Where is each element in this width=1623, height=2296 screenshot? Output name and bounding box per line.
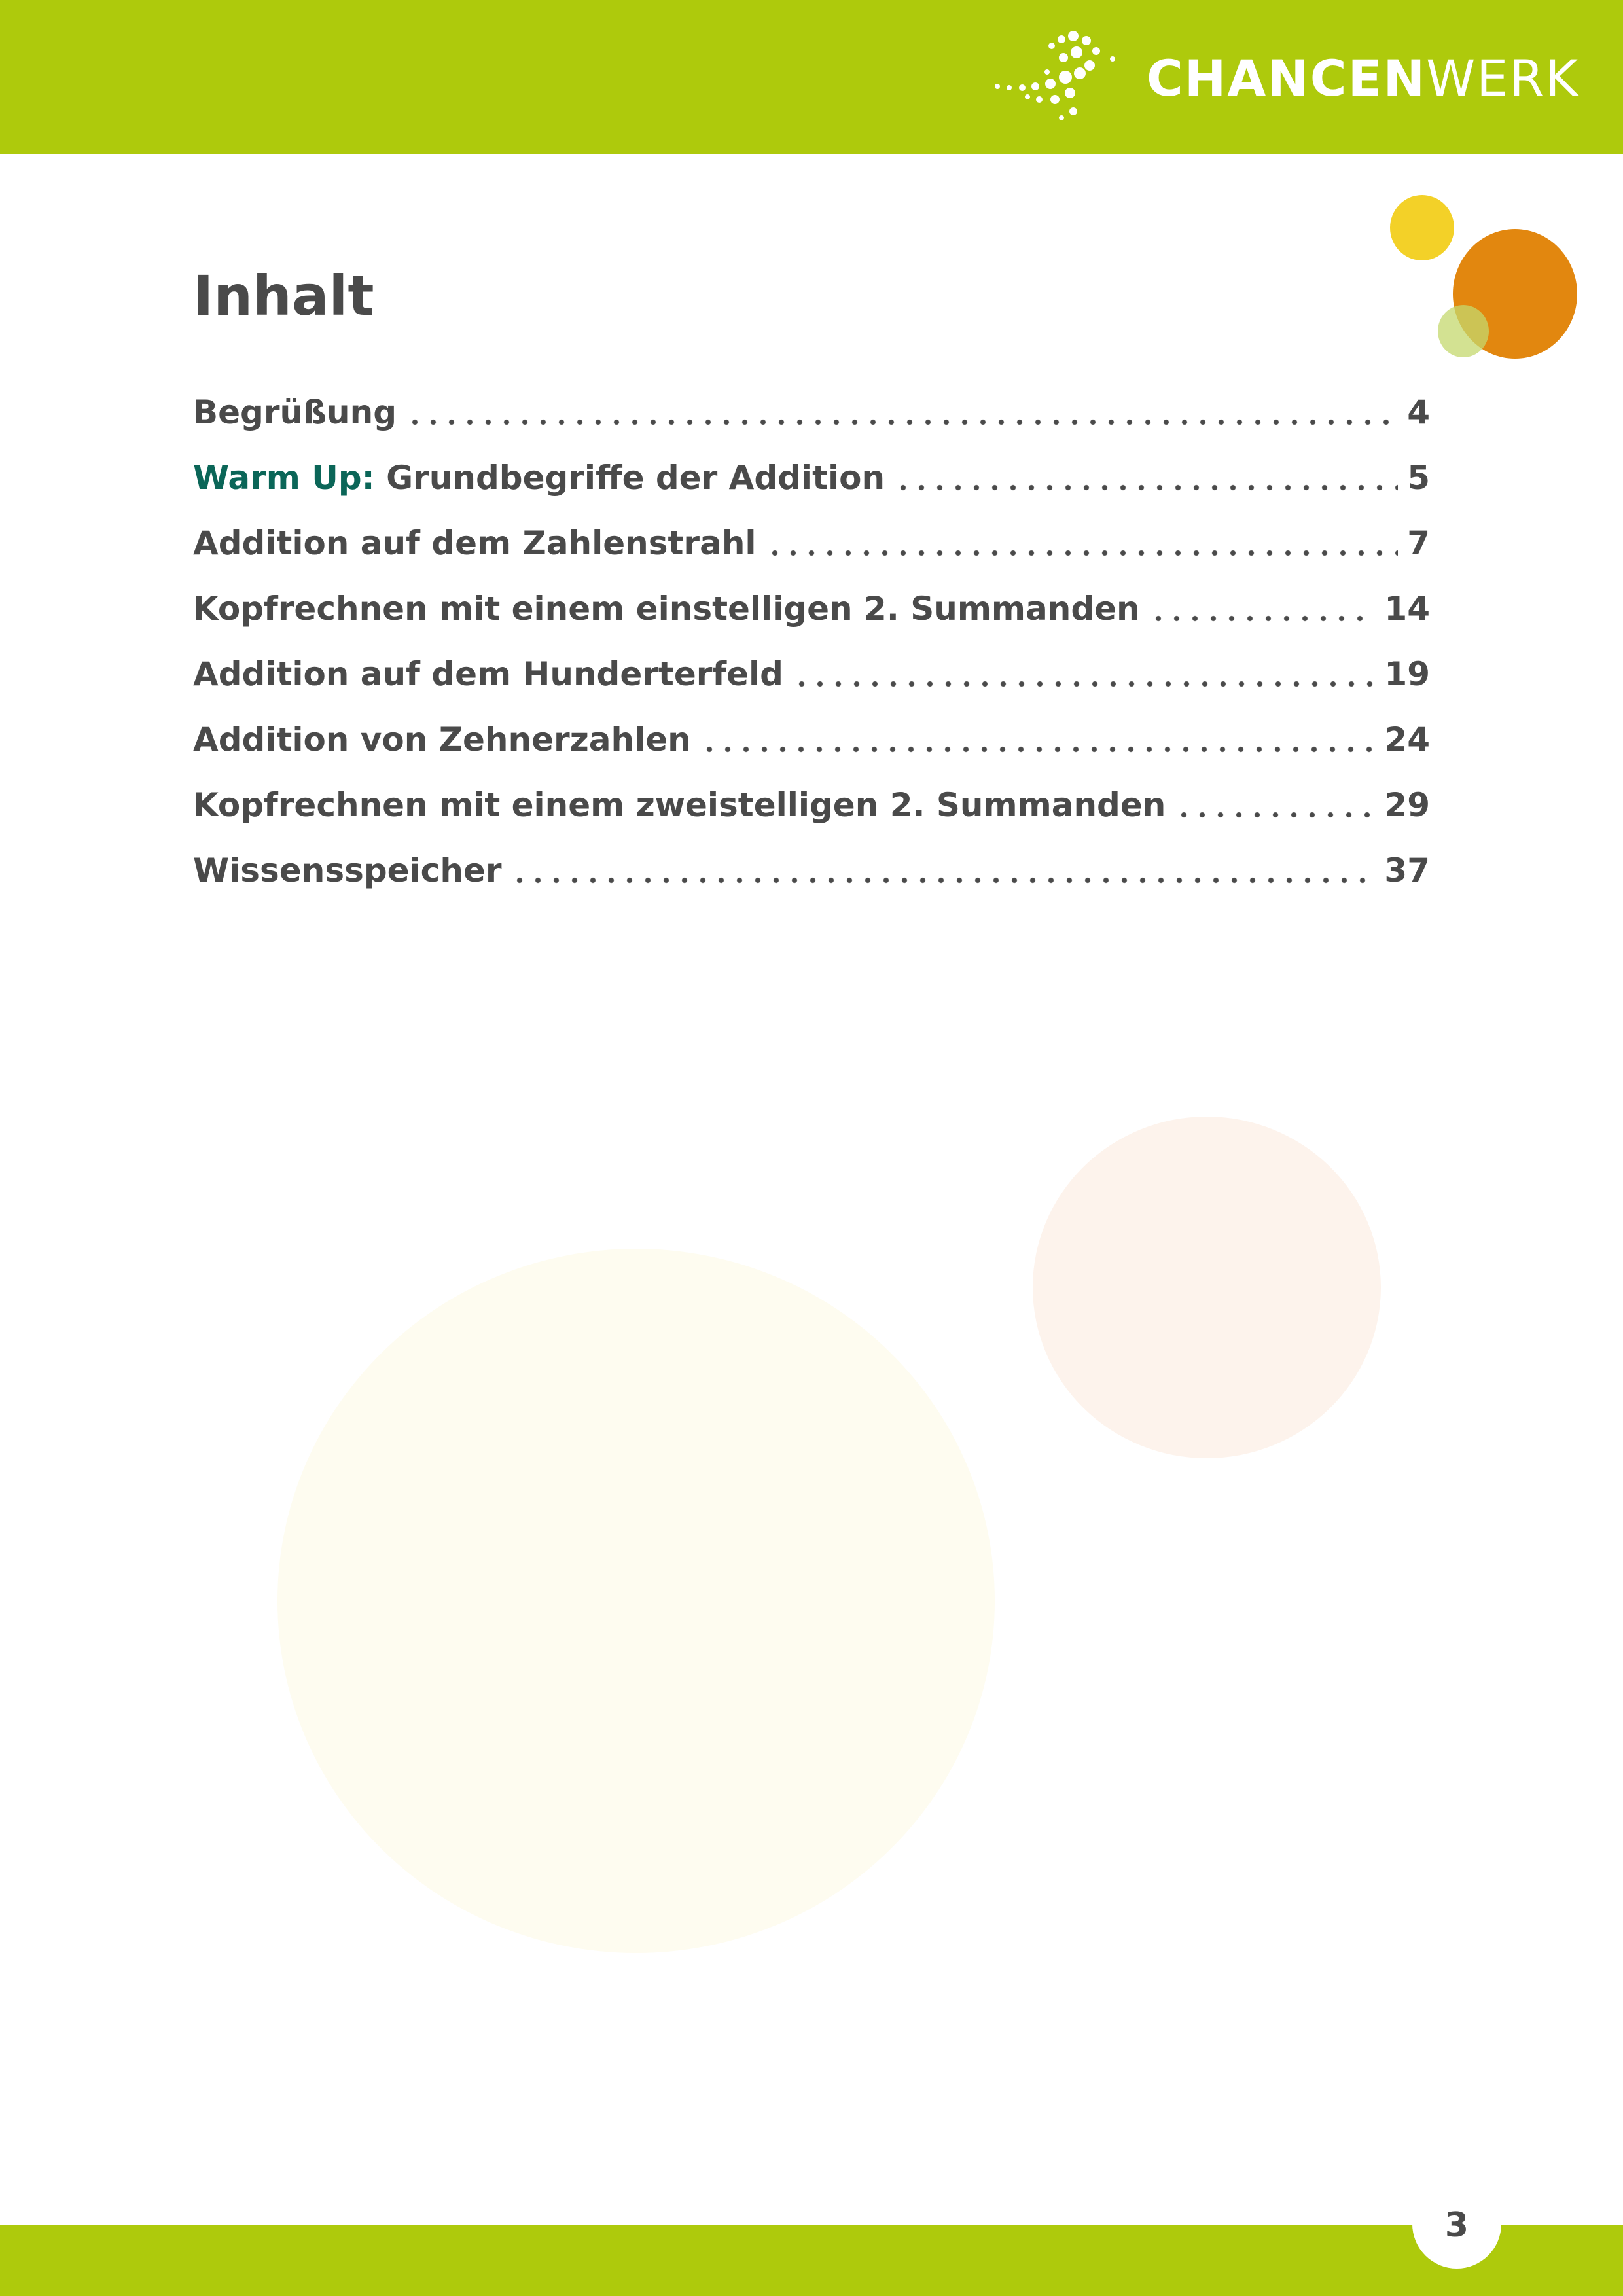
toc-entry-title: Begrüßung <box>193 393 397 431</box>
toc-entry-page: 14 <box>1384 590 1430 628</box>
decor-green-circle <box>1438 305 1489 357</box>
dotted-leader <box>510 874 1375 887</box>
toc-entry-accent: Warm Up: <box>193 459 375 497</box>
dotted-leader <box>1175 808 1375 821</box>
footer-bar <box>0 2225 1623 2296</box>
toc-entry[interactable] <box>193 772 1430 838</box>
toc-entry-page: 19 <box>1384 655 1430 693</box>
dotted-leader <box>894 481 1398 494</box>
decor-cream-circle <box>277 1249 995 1953</box>
toc-entry-title: Addition von Zehnerzahlen <box>193 721 691 759</box>
dotted-leader <box>1149 612 1376 625</box>
toc-entry-title: Kopfrechnen mit einem einstelligen 2. Summanden <box>193 590 1140 628</box>
toc-entry-title: Wissensspeicher <box>193 852 502 889</box>
toc-entry[interactable] <box>193 576 1430 641</box>
toc-entry-title: Addition auf dem Hunderterfeld <box>193 655 783 693</box>
toc-entry-page: 4 <box>1407 393 1430 431</box>
table-of-contents <box>193 380 1430 903</box>
toc-entry-label <box>193 772 1166 838</box>
toc-entry-page: 24 <box>1384 721 1430 759</box>
dotted-leader <box>766 547 1399 560</box>
toc-entry-page: 7 <box>1407 524 1430 562</box>
toc-entry[interactable] <box>193 641 1430 707</box>
dotted-leader <box>700 743 1376 756</box>
toc-entry-label <box>193 838 501 903</box>
toc-entry-label <box>193 445 885 511</box>
toc-entry-label <box>193 380 397 445</box>
brand-logo-text <box>1147 46 1579 111</box>
toc-entry-page: 5 <box>1407 459 1430 497</box>
logo-bold-part: CHANCEN <box>1147 49 1427 107</box>
dotted-leader <box>793 677 1375 691</box>
toc-entry[interactable] <box>193 707 1430 772</box>
header-bar <box>0 0 1623 154</box>
dotted-leader <box>406 416 1398 429</box>
toc-entry-page: 37 <box>1384 852 1430 889</box>
toc-entry-label <box>193 511 757 576</box>
toc-entry-title: Addition auf dem Zahlenstrahl <box>193 524 757 562</box>
toc-entry[interactable] <box>193 445 1430 511</box>
toc-entry[interactable] <box>193 380 1430 445</box>
logo-light-part: WERK <box>1426 49 1579 107</box>
dotted-swirl-logo-icon <box>988 26 1126 131</box>
toc-entry[interactable] <box>193 511 1430 576</box>
toc-entry[interactable] <box>193 838 1430 903</box>
decor-yellow-circle <box>1390 195 1454 260</box>
page-number: 3 <box>1444 2206 1469 2245</box>
toc-entry-label <box>193 707 691 772</box>
toc-entry-title: Grundbegriffe der Addition <box>386 459 885 497</box>
toc-entry-title: Kopfrechnen mit einem zweistelligen 2. Summanden <box>193 786 1166 824</box>
toc-entry-label <box>193 641 783 707</box>
page-title: Inhalt <box>193 264 374 328</box>
toc-entry-page: 29 <box>1384 786 1430 824</box>
decor-peach-circle <box>1033 1117 1381 1458</box>
page-number-badge <box>1412 2179 1501 2269</box>
toc-entry-label <box>193 576 1140 641</box>
